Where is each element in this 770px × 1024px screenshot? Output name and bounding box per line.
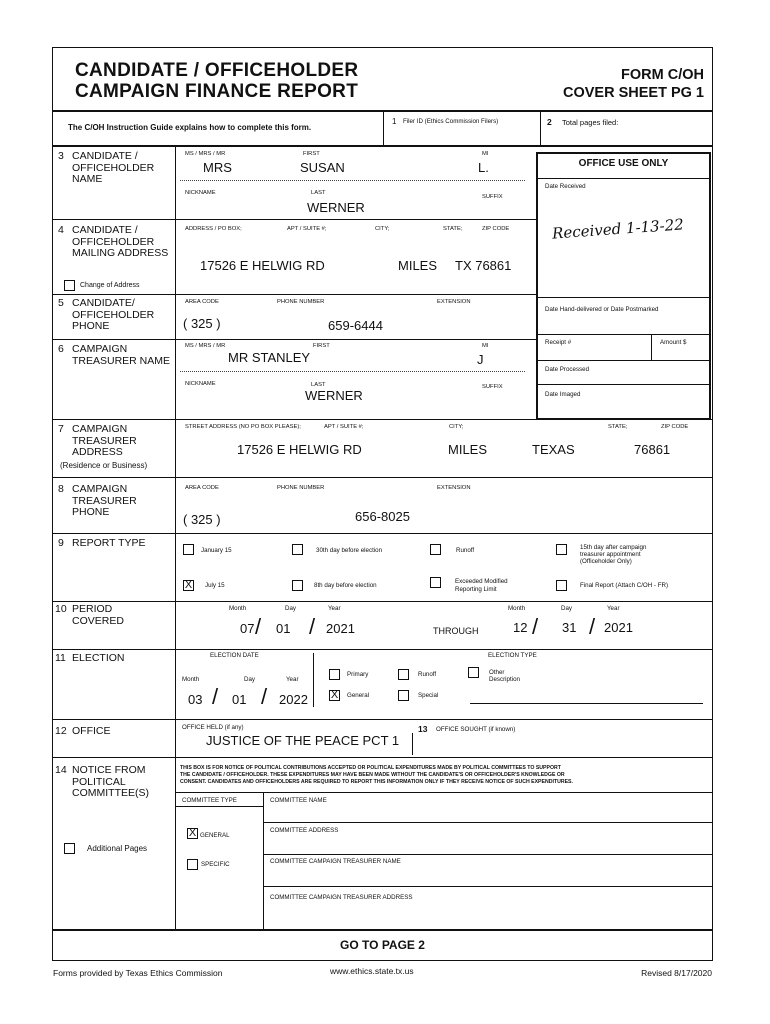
report-january-checkbox[interactable] <box>183 544 194 555</box>
section-6-title: CAMPAIGN TREASURER NAME <box>72 343 171 367</box>
street-address-label: STREET ADDRESS (NO PO BOX PLEASE); <box>185 424 301 430</box>
additional-pages-checkbox[interactable] <box>64 843 75 854</box>
extension-label: EXTENSION <box>437 485 471 491</box>
period-to-month[interactable]: 12 <box>513 620 528 635</box>
title-line-1: CANDIDATE / OFFICEHOLDER <box>75 60 359 81</box>
divider <box>538 384 709 385</box>
suffix-label: SUFFIX <box>482 194 503 200</box>
last-name-label: LAST <box>311 382 326 388</box>
election-other-label-2: Description <box>489 676 520 683</box>
nickname-label: NICKNAME <box>185 190 216 196</box>
from-month-label: Month <box>229 605 247 612</box>
report-8th-day-label: 8th day before election <box>314 582 377 589</box>
committee-type-label: COMMITTEE TYPE <box>182 797 237 804</box>
treasurer-mi[interactable]: J <box>477 352 484 367</box>
treasurer-zip[interactable]: 76861 <box>634 442 671 457</box>
title-line-2: CAMPAIGN FINANCE REPORT <box>75 81 359 102</box>
section-14-number: 14 <box>55 764 67 776</box>
election-month-label: Month <box>182 676 200 683</box>
footer-provided-by: Forms provided by Texas Ethics Commission <box>53 968 223 978</box>
section-4-number: 4 <box>58 224 64 236</box>
candidate-area-code[interactable]: ( 325 ) <box>183 316 221 331</box>
divider <box>52 145 713 147</box>
report-january-label: January 15 <box>201 547 232 554</box>
form-cover-sheet: COVER SHEET PG 1 <box>562 85 704 101</box>
divider <box>52 219 536 220</box>
total-pages-label: Total pages filed: <box>562 118 619 127</box>
divider <box>52 719 713 720</box>
state-label: STATE; <box>443 226 463 232</box>
report-exceeded-label-1: Exceeded Modified <box>455 578 508 585</box>
phone-number-label: PHONE NUMBER <box>277 299 325 305</box>
date-imaged-label: Date Imaged <box>545 391 581 398</box>
first-name-label: FIRST <box>303 151 320 157</box>
additional-pages-label: Additional Pages <box>87 844 148 853</box>
divider <box>540 111 541 145</box>
treasurer-city[interactable]: MILES <box>448 442 488 457</box>
election-date-label: ELECTION DATE <box>210 652 259 659</box>
election-primary-label: Primary <box>347 671 369 678</box>
slash: / <box>309 614 316 639</box>
election-type-label: ELECTION TYPE <box>488 652 537 659</box>
address-label: ADDRESS / PO BOX; <box>185 226 242 232</box>
city-label: CITY; <box>375 226 390 232</box>
amount-label: Amount $ <box>660 339 687 346</box>
instructions-text: The C/OH Instruction Guide explains how to complete this form. <box>68 123 312 132</box>
section-10-number: 10 <box>55 603 67 615</box>
treasurer-last-name[interactable]: WERNER <box>305 388 363 403</box>
label-column-divider <box>175 146 176 929</box>
report-july-checkbox[interactable]: X <box>184 579 193 591</box>
date-processed-label: Date Processed <box>545 366 590 373</box>
divider <box>52 294 536 295</box>
slash: / <box>212 684 219 709</box>
election-special-checkbox[interactable] <box>398 690 409 701</box>
to-year-label: Year <box>607 605 620 612</box>
treasurer-area-code[interactable]: ( 325 ) <box>183 512 221 527</box>
divider <box>52 649 713 650</box>
section-5-number: 5 <box>58 297 64 309</box>
slash: / <box>589 614 596 639</box>
period-from-year[interactable]: 2021 <box>326 621 355 636</box>
section-11-number: 11 <box>55 652 66 664</box>
suffix-label: SUFFIX <box>482 384 503 390</box>
last-name-label: LAST <box>311 190 326 196</box>
divider <box>651 334 652 360</box>
divider <box>412 733 413 755</box>
section-12-number: 12 <box>55 725 67 737</box>
to-day-label: Day <box>561 605 573 612</box>
first-name-label: FIRST <box>313 343 330 349</box>
election-other-label-1: Other <box>489 669 505 676</box>
election-other-checkbox[interactable] <box>468 667 479 678</box>
state-label: STATE; <box>608 424 628 430</box>
divider <box>263 792 264 929</box>
section-4-title: CANDIDATE / OFFICEHOLDER MAILING ADDRESS <box>72 224 169 259</box>
from-day-label: Day <box>285 605 297 612</box>
extension-label: EXTENSION <box>437 299 471 305</box>
election-runoff-label: Runoff <box>418 671 437 678</box>
section-6-number: 6 <box>58 343 64 355</box>
report-exceeded-checkbox[interactable] <box>430 577 441 588</box>
office-held-value[interactable]: JUSTICE OF THE PEACE PCT 1 <box>206 733 400 748</box>
report-runoff-label: Runoff <box>456 547 475 554</box>
divider <box>52 533 713 534</box>
report-30th-day-label: 30th day before election <box>316 547 383 554</box>
area-code-label: AREA CODE <box>185 299 219 305</box>
apt-label: APT / SUITE #; <box>324 424 364 430</box>
apt-label: APT / SUITE #; <box>287 226 327 232</box>
go-to-page-2: GO TO PAGE 2 <box>340 938 425 952</box>
divider <box>313 653 314 707</box>
slash: / <box>255 614 262 639</box>
section-13-number: 13 <box>418 724 428 734</box>
office-held-label: OFFICE HELD (if any) <box>182 724 244 731</box>
total-pages-number: 2 <box>547 117 552 127</box>
period-to-year[interactable]: 2021 <box>604 620 633 635</box>
committee-general-label: GENERAL <box>200 832 230 839</box>
treasurer-prefix-first[interactable]: MR STANLEY <box>228 350 311 365</box>
divider <box>383 111 384 145</box>
period-from-month[interactable]: 07 <box>240 621 255 636</box>
notice-line-1: THIS BOX IS FOR NOTICE OF POLITICAL CONTRIBUTIONS ACCEPTED OR POLITICAL EXPENDITURES MADE BY POLITICAL COMMITTEES TO SUPPORT <box>180 765 561 771</box>
change-of-address-label: Change of Address <box>80 282 140 289</box>
election-general-label: General <box>347 692 370 699</box>
treasurer-phone[interactable]: 656-8025 <box>355 509 410 524</box>
change-of-address-checkbox[interactable] <box>64 280 75 291</box>
office-use-box <box>536 152 711 420</box>
committee-name-label: COMMITTEE NAME <box>270 797 327 804</box>
section-3-title: CANDIDATE / OFFICEHOLDER NAME <box>72 150 155 185</box>
date-received-stamp: Received 1-13-22 <box>551 215 685 243</box>
candidate-last-name[interactable]: WERNER <box>307 200 365 215</box>
election-day-label: Day <box>244 676 256 683</box>
report-final-checkbox[interactable] <box>556 580 567 591</box>
election-runoff-checkbox[interactable] <box>398 669 409 680</box>
report-runoff-checkbox[interactable] <box>430 544 441 555</box>
divider <box>180 180 525 181</box>
report-15th-day-label-1: 15th day after campaign <box>580 544 647 551</box>
period-from-day[interactable]: 01 <box>276 621 291 636</box>
nickname-label: NICKNAME <box>185 381 216 387</box>
form-id: FORM C/OH <box>621 67 704 83</box>
phone-number-label: PHONE NUMBER <box>277 485 325 491</box>
prefix-label: MS / MRS / MR <box>185 343 226 349</box>
notice-line-2: THE CANDIDATE / OFFICEHOLDER. THESE EXPENDITURES MAY HAVE BEEN MADE WITHOUT THE CANDIDATE'S OR OFFICEHOLDER'S KNOWLEDGE OR <box>180 772 565 778</box>
committee-specific-label: SPECIFIC <box>201 861 230 868</box>
candidate-first-name[interactable]: SUSAN <box>300 160 345 175</box>
committee-specific-checkbox[interactable] <box>187 859 198 870</box>
section-9-number: 9 <box>58 537 64 549</box>
election-primary-checkbox[interactable] <box>329 669 340 680</box>
candidate-address[interactable]: 17526 E HELWIG RD <box>200 258 325 273</box>
section-10-title: PERIOD COVERED <box>72 603 124 627</box>
footer-website[interactable]: www.ethics.state.tx.us <box>330 966 414 976</box>
section-3-number: 3 <box>58 150 64 162</box>
area-code-label: AREA CODE <box>185 485 219 491</box>
report-15th-day-label-2: treasurer appointment <box>580 551 641 558</box>
zip-label: ZIP CODE <box>661 424 689 430</box>
divider <box>264 854 713 855</box>
filer-id-label: Filer ID (Ethics Commission Filers) <box>403 118 499 125</box>
report-15th-day-checkbox[interactable] <box>556 544 567 555</box>
section-8-number: 8 <box>58 483 64 495</box>
slash: / <box>532 614 539 639</box>
candidate-mi[interactable]: L. <box>478 160 489 175</box>
election-day[interactable]: 01 <box>232 692 247 707</box>
divider <box>52 339 536 340</box>
candidate-state-zip[interactable]: TX 76861 <box>455 258 512 273</box>
divider <box>176 792 713 793</box>
divider <box>52 477 713 478</box>
section-11-title: ELECTION <box>72 652 125 664</box>
period-to-day[interactable]: 31 <box>562 620 577 635</box>
committee-treasurer-address-label: COMMITTEE CAMPAIGN TREASURER ADDRESS <box>270 894 413 901</box>
section-7-subtitle: (Residence or Business) <box>60 461 148 470</box>
office-use-title: OFFICE USE ONLY <box>578 158 669 169</box>
divider <box>538 360 709 361</box>
slash: / <box>261 684 268 709</box>
committee-general-checkbox[interactable]: X <box>188 827 197 839</box>
treasurer-street[interactable]: 17526 E HELWIG RD <box>237 442 362 457</box>
committee-treasurer-name-label: COMMITTEE CAMPAIGN TREASURER NAME <box>270 858 401 865</box>
report-8th-day-checkbox[interactable] <box>292 580 303 591</box>
divider <box>176 806 263 807</box>
receipt-label: Receipt # <box>545 339 572 346</box>
candidate-city[interactable]: MILES <box>398 258 438 273</box>
report-july-label: July 15 <box>205 582 225 589</box>
divider <box>52 419 713 420</box>
election-year-label: Year <box>286 676 299 683</box>
other-description-line <box>470 703 703 704</box>
divider <box>538 178 709 179</box>
divider <box>538 334 709 335</box>
divider <box>52 601 713 602</box>
to-month-label: Month <box>508 605 526 612</box>
section-7-number: 7 <box>58 423 64 435</box>
notice-line-3: CONSENT. CANDIDATES AND OFFICEHOLDERS ARE REQUIRED TO REPORT THIS INFORMATION ONLY IF THEY RECEIVE NOTICE OF SUCH EXPENDITURES. <box>180 779 573 785</box>
divider <box>264 822 713 823</box>
report-15th-day-label-3: (Officeholder Only) <box>580 558 632 565</box>
prefix-label: MS / MRS / MR <box>185 151 226 157</box>
section-7-title: CAMPAIGN TREASURER ADDRESS <box>72 423 137 458</box>
date-received-label: Date Received <box>545 183 586 190</box>
from-year-label: Year <box>328 605 341 612</box>
zip-label: ZIP CODE <box>482 226 510 232</box>
election-month[interactable]: 03 <box>188 692 203 707</box>
report-30th-day-checkbox[interactable] <box>292 544 303 555</box>
divider <box>52 757 713 758</box>
election-special-label: Special <box>418 692 439 699</box>
section-5-title: CANDIDATE/ OFFICEHOLDER PHONE <box>72 297 155 332</box>
mi-label: MI <box>482 151 489 157</box>
through-label: THROUGH <box>433 626 479 636</box>
section-12-title: OFFICE <box>72 725 111 737</box>
section-8-title: CAMPAIGN TREASURER PHONE <box>72 483 137 518</box>
date-hand-delivered-label: Date Hand-delivered or Date Postmarked <box>545 306 659 313</box>
candidate-prefix[interactable]: MRS <box>203 160 232 175</box>
filer-id-number: 1 <box>392 117 397 126</box>
treasurer-state[interactable]: TEXAS <box>532 442 575 457</box>
report-exceeded-label-2: Reporting Limit <box>455 586 497 593</box>
section-9-title: REPORT TYPE <box>72 537 146 549</box>
report-final-label: Final Report (Attach C/OH - FR) <box>580 582 669 589</box>
city-label: CITY; <box>449 424 464 430</box>
divider <box>264 886 713 887</box>
divider <box>180 371 525 372</box>
divider <box>52 929 713 931</box>
divider <box>538 297 709 298</box>
committee-address-label: COMMITTEE ADDRESS <box>270 827 339 834</box>
section-14-title: NOTICE FROM POLITICAL COMMITTEE(S) <box>72 764 149 799</box>
footer-revised: Revised 8/17/2020 <box>641 968 712 978</box>
election-general-checkbox[interactable]: X <box>330 689 339 701</box>
mi-label: MI <box>482 343 489 349</box>
office-sought-label: OFFICE SOUGHT (if known) <box>436 726 516 733</box>
candidate-phone[interactable]: 659-6444 <box>328 318 383 333</box>
election-year[interactable]: 2022 <box>279 692 308 707</box>
